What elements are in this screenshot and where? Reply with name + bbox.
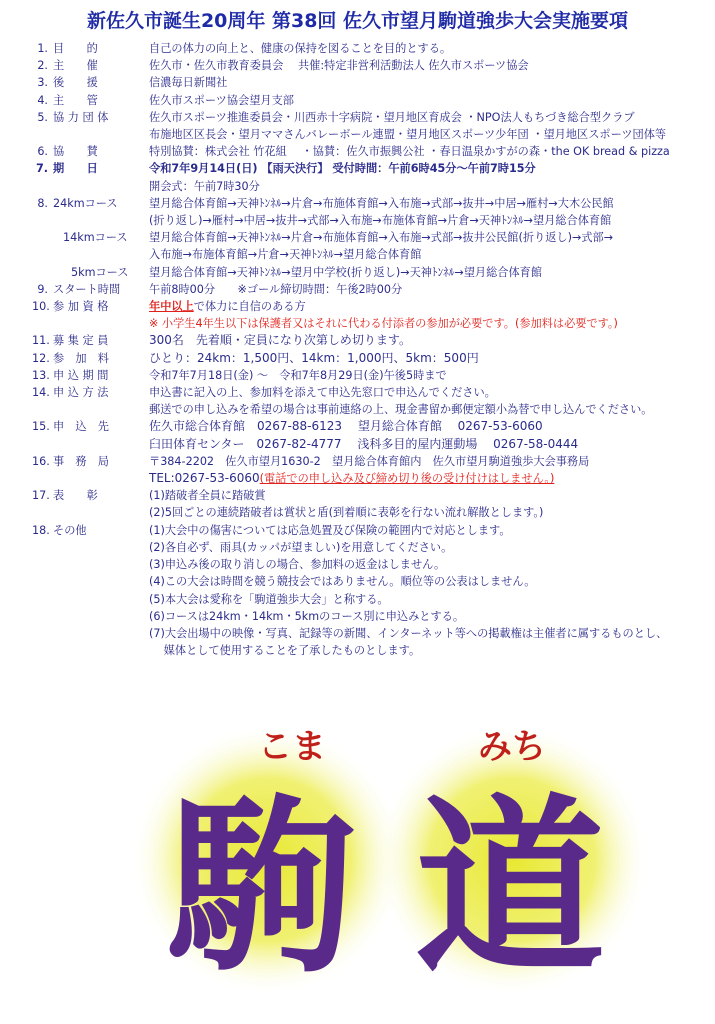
item-text: 特別協賛：株式会社 竹花組 ・協賛：佐久市振興公社 ・春日温泉かすがの森・the OK bread & pizza (149, 145, 670, 159)
item-number: 13. (32, 368, 50, 382)
item-number: 5. (37, 110, 48, 124)
item-text: 佐久市スポーツ推進委員会・川西赤十字病院・望月地区育成会 ・NPO法人もちづき総合型クラブ (149, 110, 635, 124)
office-tel: TEL:0267-53-6060 (149, 471, 260, 486)
item-date (32, 160, 712, 177)
item-method (32, 384, 712, 401)
item-text: 開会式：午前7時30分 (149, 179, 260, 193)
item-text: (1)踏破者全員に踏破賞 (149, 489, 266, 503)
item-label: 申 込 期 間 (53, 368, 109, 382)
item-label: 募 集 定 員 (53, 334, 109, 348)
item-text: 自己の体力の向上と、健康の保持を図ることを目的とする。 (149, 42, 452, 55)
item-label: 事 務 局 (53, 454, 109, 468)
item-label: 主 管 (53, 93, 98, 107)
item-label: 協 賛 (53, 145, 98, 159)
item-label: 目 的 (53, 42, 98, 55)
item-office-cont (32, 470, 712, 487)
item-text: 望月総合体育館→天神ﾄﾝﾈﾙ→片倉→布施体育館→入布施→式部→抜井公民館(折り返し)→式部→ (149, 231, 614, 245)
item-label: 参 加 資 格 (53, 300, 109, 314)
item-text: 申込書に記入の上、参加料を添えて申込先窓口で申込んでください。 (149, 386, 496, 400)
office-note: (電話での申し込み及び締め切り後の受け付けはしません。) (259, 472, 555, 486)
item-label: スタート時間 (53, 282, 121, 296)
item-label: 後 援 (53, 76, 98, 90)
item-where-cont (32, 436, 712, 453)
eligibility-emphasis: 年中以上 (149, 300, 194, 314)
item-course-14 (32, 229, 712, 246)
item-text: (折り返し)→雁村→中居→抜井→式部→入布施→布施体育館→片倉→天神ﾄﾝﾈﾙ→望月総合体育館 (149, 214, 612, 228)
ruby-left: こま (258, 727, 326, 767)
item-purpose (32, 40, 712, 57)
item-label: 5kmコース (71, 265, 129, 279)
item-number: 3. (37, 76, 48, 90)
item-text: 午前8時00分 ※ゴール締切時間：午後2時00分 (149, 282, 403, 296)
item-text: (7)大会出場中の映像・写真、記録等の新聞、インターネット等への掲載権は主催者に属するものとし、 (149, 626, 668, 640)
item-text: 信濃毎日新聞社 (149, 76, 228, 90)
item-text: (2)各自必ず、雨具(カッパが望ましい)を用意してください。 (149, 540, 453, 554)
item-text: 令和7年9月14日(日) 【雨天決行】 受付時間：午前6時45分～午前7時15分 (149, 162, 536, 176)
item-eligibility (32, 298, 712, 315)
item-number: 8. (37, 196, 48, 210)
item-text: で体力に自信のある方 (193, 300, 306, 314)
item-number: 1. (37, 42, 48, 55)
item-other-cont (32, 539, 712, 556)
ruby-right: みち (478, 727, 546, 767)
item-number: 14. (32, 386, 50, 400)
item-text: 佐久市総合体育館 0267-88-6123 望月総合体育館 0267-53-6060 (149, 419, 543, 434)
item-number: 10. (32, 300, 50, 314)
item-text: (5)本大会は愛称を「駒道強歩大会」と称する。 (149, 592, 389, 606)
item-label: 期 日 (53, 162, 98, 176)
item-label: 参 加 料 (53, 351, 109, 365)
item-number: 17. (32, 489, 50, 503)
item-other-cont (32, 642, 712, 659)
item-course-24 (32, 195, 712, 212)
item-number: 16. (32, 454, 50, 468)
item-number: 15. (32, 420, 50, 434)
item-course-24-cont (32, 212, 712, 229)
item-text: 入布施→布施体育館→片倉→天神ﾄﾝﾈﾙ→望月総合体育館 (149, 248, 422, 262)
item-text: 媒体として使用することを了承したものとします。 (149, 644, 421, 658)
item-text: 臼田体育センター 0267-82-4777 浅科多目的屋内運動場 0267-58-0444 (149, 436, 579, 451)
item-other-cont (32, 573, 712, 590)
item-label: 申 込 方 法 (53, 386, 109, 400)
item-other-cont (32, 608, 712, 625)
item-label: 14kmコース (63, 231, 128, 245)
item-text: (4)この大会は時間を競う競技会ではありません。順位等の公表はしません。 (149, 575, 536, 589)
item-number: 18. (32, 523, 50, 537)
item-label: 主 催 (53, 59, 98, 73)
item-start (32, 281, 712, 298)
item-host (32, 57, 712, 74)
item-number: 12. (32, 351, 50, 365)
item-coop-cont (32, 126, 712, 143)
item-number: 4. (37, 93, 48, 107)
item-fee (32, 350, 712, 367)
item-capacity (32, 332, 712, 349)
item-label: 表 彰 (53, 489, 98, 503)
item-label: 申 込 先 (53, 420, 109, 434)
item-text: ひとり：24km：1,500円、14km：1,000円、5km：500円 (149, 350, 479, 365)
item-other (32, 522, 712, 539)
item-text: 望月総合体育館→天神ﾄﾝﾈﾙ→望月中学校(折り返し)→天神ﾄﾝﾈﾙ→望月総合体育館 (149, 265, 543, 279)
item-office (32, 453, 712, 470)
item-sponsor (32, 143, 712, 160)
item-text: 布施地区区長会・望月ママさんバレーボール連盟・望月地区スポーツ少年団 ・望月地区スポーツ団体等 (149, 128, 667, 142)
outline-list (32, 40, 712, 659)
item-label: 24kmコース (53, 196, 118, 210)
item-number: 2. (37, 59, 48, 73)
logo-char-michi: 道 (414, 776, 606, 999)
item-text: (6)コースは24km・14km・5kmのコース別に申込みとする。 (149, 609, 465, 623)
item-eligibility-note (32, 315, 712, 332)
item-text: 令和7年7月18日(金) ～ 令和7年8月29日(金)午後5時まで (149, 368, 447, 382)
item-course-5 (32, 264, 712, 281)
item-number: 11. (32, 334, 50, 348)
item-text: 望月総合体育館→天神ﾄﾝﾈﾙ→片倉→布施体育館→入布施→式部→抜井→中居→雁村→大木公民館 (149, 196, 614, 210)
item-text: 〒384-2202 佐久市望月1630-2 望月総合体育館内 佐久市望月駒道強歩大会事務局 (149, 454, 590, 468)
item-course-14-cont (32, 246, 712, 263)
item-award (32, 487, 712, 504)
item-where (32, 418, 712, 435)
item-number: 7. (35, 162, 48, 176)
item-other-cont (32, 591, 712, 608)
item-coop (32, 109, 712, 126)
page-title: 新佐久市誕生20周年 第38回 佐久市望月駒道強歩大会実施要項 (86, 10, 629, 32)
item-text: (3)申込み後の取り消しの場合、参加料の返金はしません。 (149, 558, 446, 572)
item-award-cont (32, 504, 712, 521)
item-period (32, 367, 712, 384)
item-text: 佐久市スポーツ協会望月支部 (149, 93, 294, 107)
item-other-cont (32, 556, 712, 573)
item-note: ※ 小学生4年生以下は保護者又はそれに代わる付添者の参加が必要です。(参加料は必要です。) (149, 317, 618, 331)
item-text: (1)大会中の傷害については応急処置及び保険の範囲内で対応とします。 (149, 523, 511, 537)
item-label: 協 力 団 体 (53, 110, 109, 124)
item-method-cont (32, 401, 712, 418)
item-text: 佐久市・佐久市教育委員会 共催:特定非営利活動法人 佐久市スポーツ協会 (149, 59, 529, 73)
item-support (32, 74, 712, 91)
item-text: (2)5回ごとの連続踏破者は賞状と盾(到着順に表彰を行ない流れ解散とします。) (149, 506, 544, 520)
item-number: 9. (37, 282, 48, 296)
item-text: 郵送での申し込みを希望の場合は事前連絡の上、現金書留か郵便定額小為替で申し込んでください。 (149, 403, 653, 417)
logo-char-koma: 駒 (166, 776, 358, 999)
item-date-cont (32, 178, 712, 195)
item-label: その他 (53, 523, 87, 537)
komamichi-logo (0, 700, 715, 1024)
item-text: 300名 先着順・定員になり次第しめ切ります。 (149, 333, 411, 348)
item-manage (32, 92, 712, 109)
item-number: 6. (37, 145, 48, 159)
item-other-cont (32, 625, 712, 642)
